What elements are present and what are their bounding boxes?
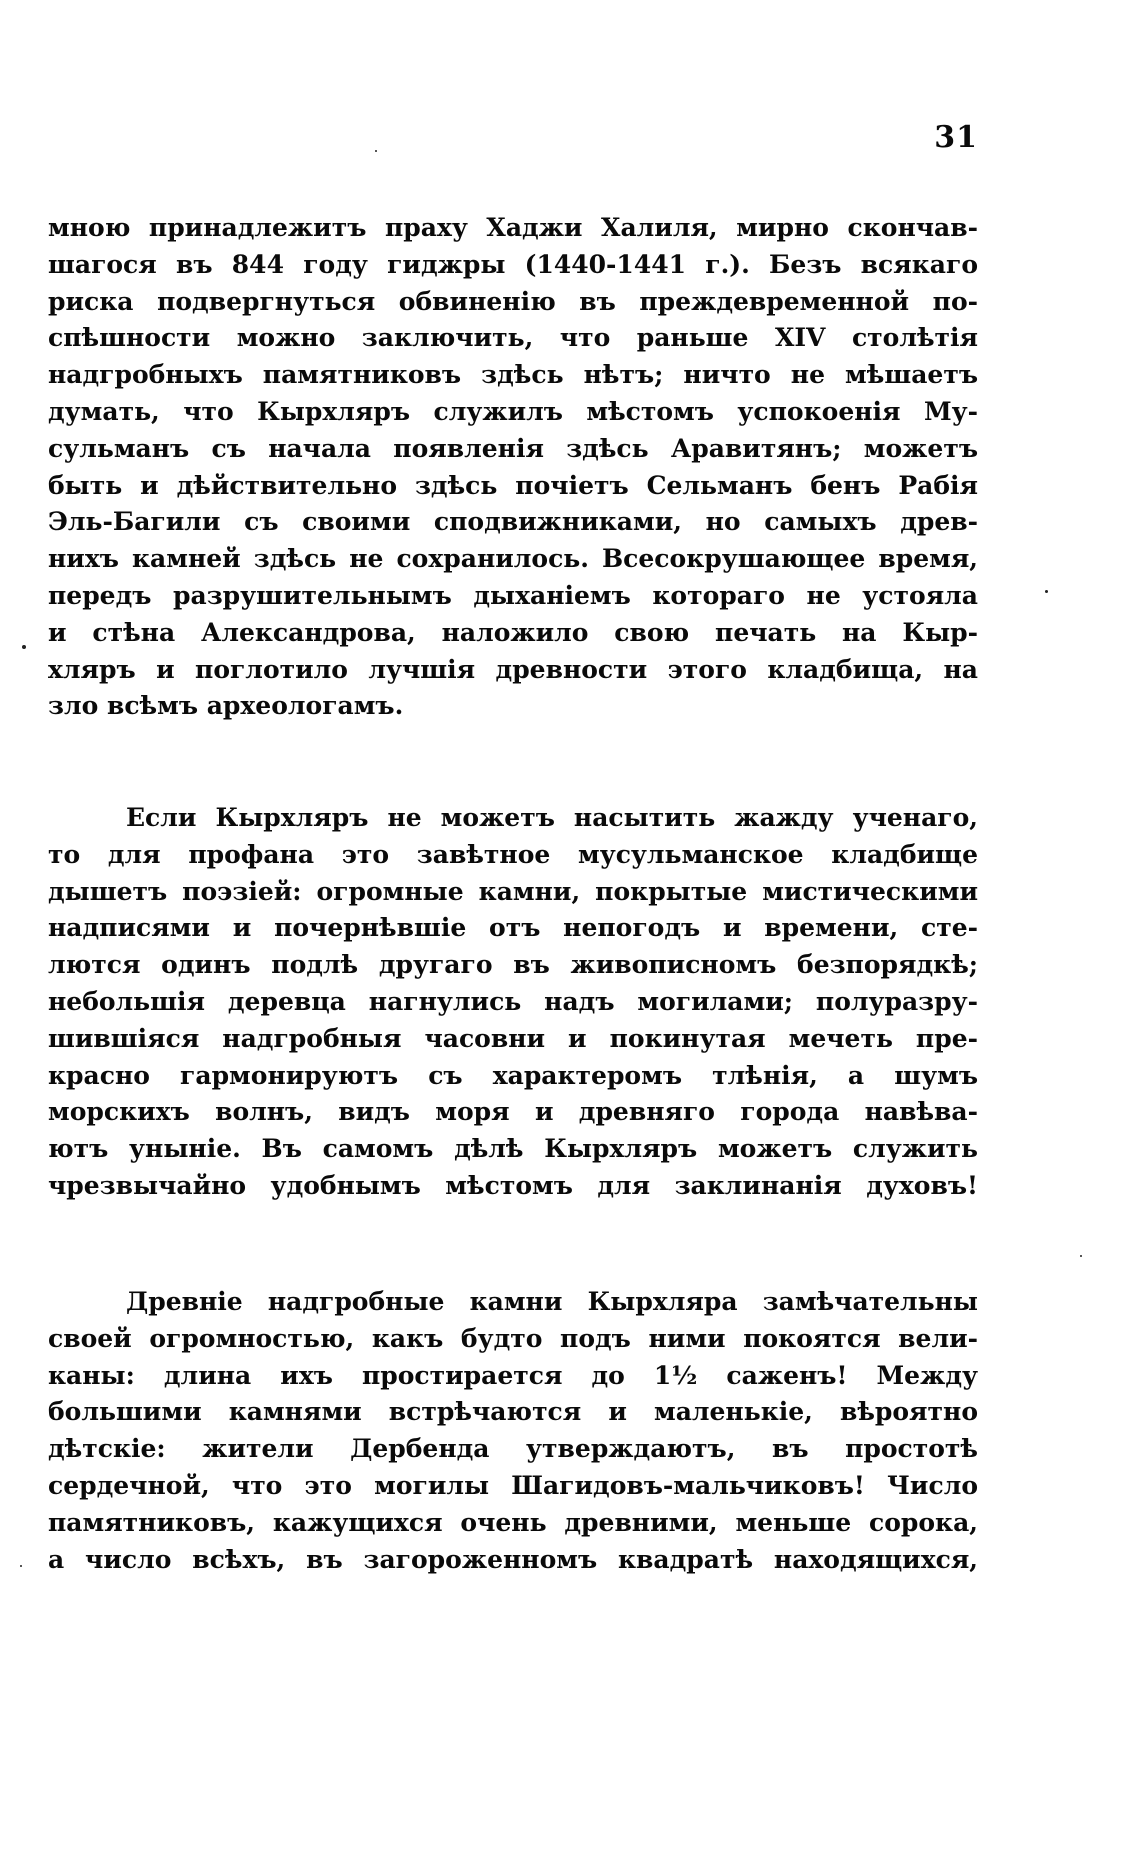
text-line: ютъ уныніе. Въ самомъ дѣлѣ Кырхляръ можетъ служить bbox=[48, 1134, 978, 1164]
scan-speck bbox=[1080, 1255, 1082, 1257]
text-line: мною принадлежитъ праху Хаджи Халиля, мирно скончав- bbox=[48, 213, 978, 242]
text-line: лются одинъ подлѣ другаго въ живописномъ безпорядкѣ; bbox=[48, 950, 978, 980]
paragraph-2 bbox=[48, 800, 978, 1205]
paragraph-1 bbox=[48, 210, 978, 725]
text-line: памятниковъ, кажущихся очень древними, меньше сорока, bbox=[48, 1507, 978, 1537]
text-line: передъ разрушительнымъ дыханіемъ котораго не устояла bbox=[48, 580, 978, 610]
scan-speck bbox=[22, 645, 26, 649]
text-line: дѣтскіе: жители Дербенда утверждаютъ, въ простотѣ bbox=[48, 1434, 978, 1464]
text-line: сердечной, что это могилы Шагидовъ-мальчиковъ! Число bbox=[48, 1470, 978, 1500]
text-line: Древніе надгробные камни Кырхляра замѣчательны bbox=[126, 1287, 978, 1316]
text-line: нихъ камней здѣсь не сохранилось. Всесокрушающее время, bbox=[48, 544, 978, 574]
text-line: зло всѣмъ археологамъ. bbox=[48, 691, 404, 721]
text-line: большими камнями встрѣчаются и маленькіе, вѣроятно bbox=[48, 1397, 978, 1427]
text-line: дышетъ поэзіей: огромные камни, покрытые мистическими bbox=[48, 876, 978, 906]
text-line: своей огромностью, какъ будто подъ ними покоятся вели- bbox=[48, 1323, 978, 1353]
text-line: каны: длина ихъ простирается до 1½ саженъ! Между bbox=[48, 1360, 978, 1390]
text-line: красно гармонируютъ съ характеромъ тлѣнія, а шумъ bbox=[48, 1060, 978, 1090]
text-line: то для профана это завѣтное мусульманское кладбище bbox=[48, 839, 978, 869]
text-line: и стѣна Александрова, наложило свою печать на Кыр- bbox=[48, 617, 978, 647]
text-line: надгробныхъ памятниковъ здѣсь нѣтъ; ничто не мѣшаетъ bbox=[48, 360, 978, 390]
text-line: думать, что Кырхляръ служилъ мѣстомъ успокоенія Му- bbox=[48, 396, 978, 426]
page-number: 31 bbox=[934, 120, 978, 155]
text-line: быть и дѣйствительно здѣсь почіетъ Сельманъ бенъ Рабія bbox=[48, 470, 978, 500]
text-line: морскихъ волнъ, видъ моря и древняго города навѣва- bbox=[48, 1097, 978, 1127]
scan-speck bbox=[20, 1565, 22, 1567]
text-line: спѣшности можно заключить, что раньше XIV столѣтія bbox=[48, 323, 978, 353]
text-line: хляръ и поглотило лучшія древности этого кладбища, на bbox=[48, 654, 978, 684]
text-line: а число всѣхъ, въ загороженномъ квадратѣ находящихся, bbox=[48, 1544, 978, 1574]
scan-speck bbox=[1045, 590, 1048, 593]
paragraph-3 bbox=[48, 1284, 978, 1578]
text-line: Эль-Багили съ своими сподвижниками, но самыхъ древ- bbox=[48, 507, 978, 537]
text-line: надписями и почернѣвшіе отъ непогодъ и времени, сте- bbox=[48, 913, 978, 943]
scan-speck bbox=[375, 150, 377, 152]
text-line: риска подвергнуться обвиненію въ преждевременной по- bbox=[48, 286, 978, 316]
text-line: сульманъ съ начала появленія здѣсь Аравитянъ; можетъ bbox=[48, 433, 978, 463]
text-line: шагося въ 844 году гиджры (1440-1441 г.). Безъ всякаго bbox=[48, 249, 978, 279]
text-line: шившіяся надгробныя часовни и покинутая мечеть пре- bbox=[48, 1023, 978, 1053]
text-line: Если Кырхляръ не можетъ насытить жажду ученаго, bbox=[126, 803, 978, 832]
text-line: небольшія деревца нагнулись надъ могилами; полуразру- bbox=[48, 986, 978, 1016]
text-line: чрезвычайно удобнымъ мѣстомъ для заклинанія духовъ! bbox=[48, 1170, 978, 1200]
